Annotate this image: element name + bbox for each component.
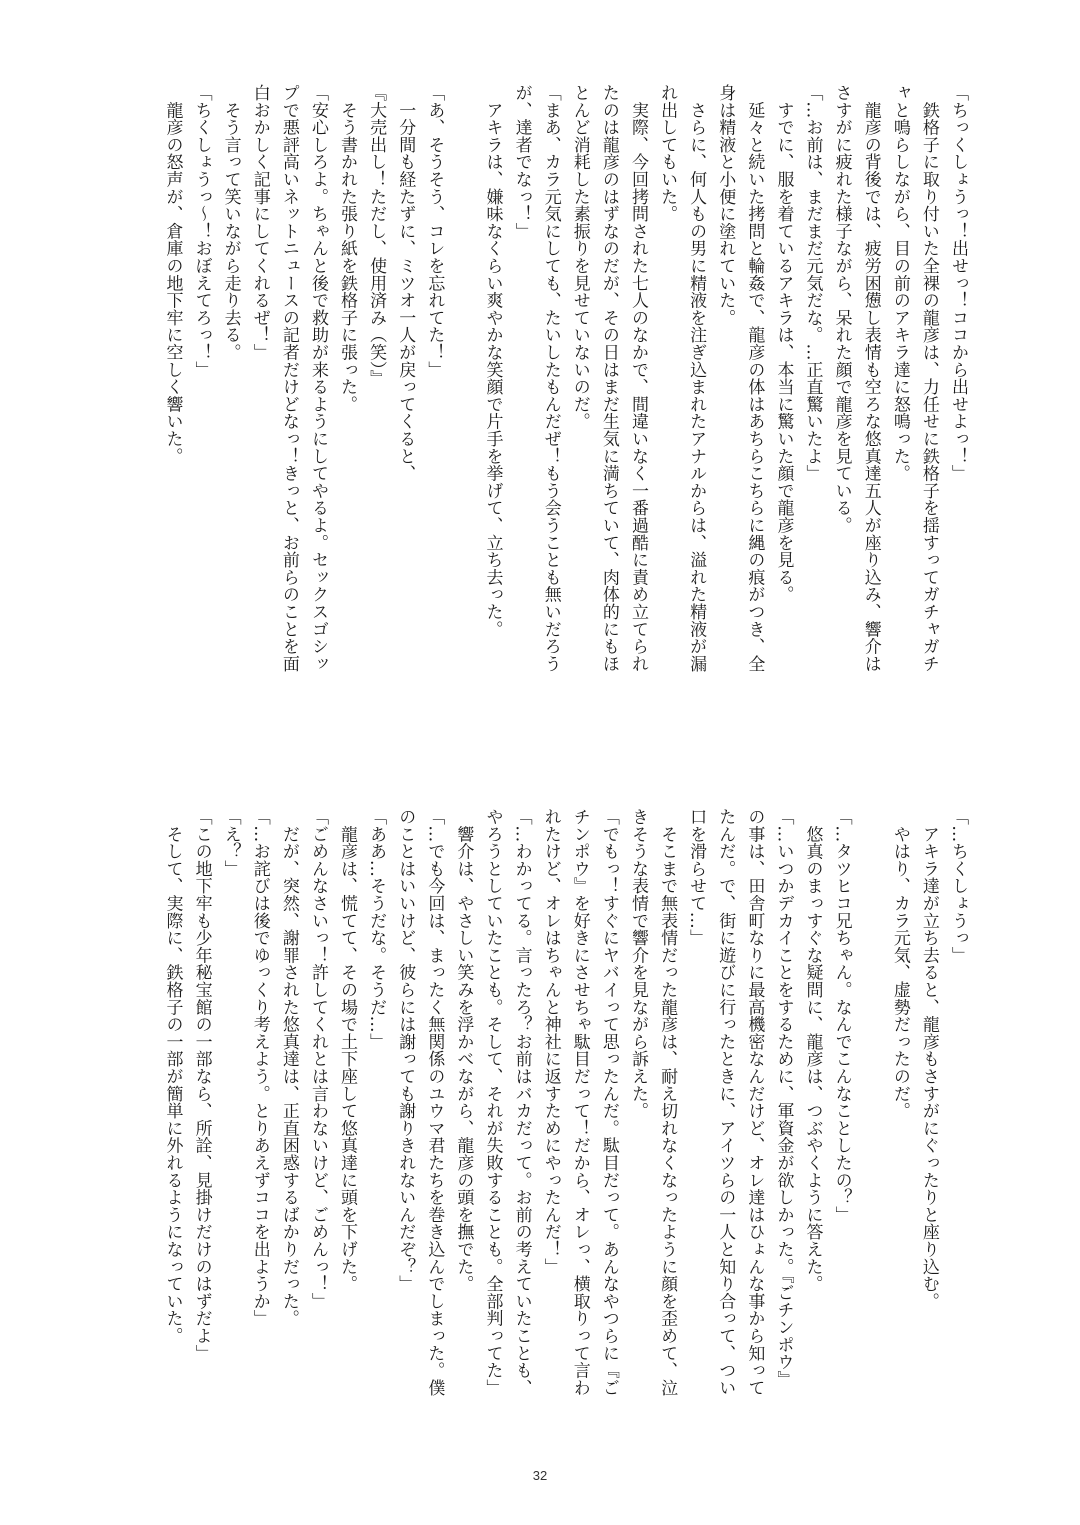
text-line: 龍彦の怒声が、倉庫の地下牢に空しく響いた。 [162,84,183,465]
text-line: さらに、何人もの男に精液を注ぎ込まれたアナルからは、溢れた精液が漏 [686,84,707,673]
text-line: 龍彦の背後では、疲労困憊し表情も空ろな悠真達五人が座り込み、響介は [860,84,881,673]
text-line: 「…わかってる。言ったろ？お前はバカだって。お前の考えていたことも、 [511,808,532,1397]
text-line: アキラは、嫌味なくらい爽やかな笑顔で片手を挙げて、立ち去った。 [482,84,503,638]
text-line: そう言って笑いながら走り去る。 [220,84,241,361]
text-line: の事は、田舎町なりに最高機密なんだけど、オレ達はひょんな事から知って [744,808,765,1397]
text-line: きそうな表情で響介を見ながら訴えた。 [627,808,648,1120]
text-line: そして、実際に、鉄格子の一部が簡単に外れるようになっていた。 [162,808,183,1345]
text-line: 「…いつかデカイことをするために、軍資金が欲しかった。『ごチンポウ』 [773,808,794,1388]
text-line: だが、突然、謝罪された悠真達は、正直困惑するばかりだった。 [278,808,299,1327]
text-line: ャと鳴らしながら、目の前のアキラ達に怒鳴った。 [889,84,910,482]
text-line [448,84,477,704]
text-line: 響介は、やさしい笑みを浮かべながら、龍彦の頭を撫でた。 [453,808,474,1293]
text-line: 実際、今回拷問された七人のなかで、間違いなく一番過酷に責め立てられ [627,84,648,673]
text-line: プで悪評高いネットニュースの記者だけどなっ！きっと、お前らのことを面 [278,84,299,673]
text-line: 口を滑らせて…」 [686,808,707,947]
text-line: 「…タツヒコ兄ちゃん。なんでこんなことしたの？」 [831,808,852,1224]
text-block-top [157,84,972,704]
text-line: 鉄格子に取り付いた全裸の龍彦は、力任せに鉄格子を揺すってガチャガチ [918,84,939,673]
text-line: 「この地下牢も少年秘宝館の一部なら、所詮、見掛けだけのはずだよ」 [191,808,212,1362]
text-line: 『大売出し！ただし、使用済み（笑）』 [366,84,387,387]
text-line: 一分間も経たずに、ミツオ一人が戻ってくると、 [395,84,416,482]
text-line: とんど消耗した素振りを見せていないのだ。 [569,84,590,430]
text-line: たんだ。で、街に遊びに行ったときに、アイツらの一人と知り合って、つい [715,808,736,1397]
text-line: たのは龍彦のはずなのだが、その日はまだ生気に満ちていて、肉体的にもほ [598,84,619,673]
text-line: 白おかしく記事にしてくれるぜ！」 [249,84,270,361]
text-line: れ出してもいた。 [657,84,678,223]
text-line: やはり、カラ元気、虚勢だったのだ。 [889,808,910,1120]
text-line: 「ちっくしょうっ！出せっ！ココから出せよっ！」 [948,84,968,482]
text-line: 「まあ、カラ元気にしても、たいしたもんだぜ！もう会うことも無いだろう [540,84,561,673]
text-line: さすがに疲れた様子ながら、呆れた顔で龍彦を見ている。 [831,84,852,534]
text-line: 「ごめんなさいっ！許してくれとは言わないけど、ごめんっ！」 [307,808,328,1310]
text-line: 龍彦は、慌てて、その場で土下座して悠真達に頭を下げた。 [337,808,358,1293]
text-line: 「ああ…そうだな。そうだ…」 [366,808,387,1051]
text-line: すでに、服を着ているアキラは、本当に驚いた顔で龍彦を見る。 [773,84,794,603]
text-line: 「でもっ！すぐにヤバイって思ったんだ。駄目だって。あんなやつらに『ご [598,808,619,1397]
text-line: 延々と続いた拷問と輪姦で、龍彦の体はあちらこちらに縄の痕がつき、全 [744,84,765,673]
text-line: れたけど、オレはちゃんと神社に返すためにやったんだ！」 [540,808,561,1276]
text-line: 「ちくしょうっ〜！おぼえてろっ！」 [191,84,212,379]
text-line: 「…でも今回は、まったく無関係のユウマ君たちを巻き込んでしまった。僕 [424,808,445,1397]
text-line: が、達者でなっ！」 [511,84,532,240]
text-line: のことはいいけど、彼らには謝っても謝りきれないんだぞ？」 [395,808,416,1293]
text-block-bottom [157,808,972,1428]
text-line: チンポウ』を好きにさせちゃ駄目だって！だから、オレっ、横取りって言わ [569,808,590,1397]
text-line: 「…お前は、まだまだ元気だな。…正直驚いたよ」 [802,84,823,482]
text-line: そこまで無表情だった龍彦は、耐え切れなくなったように顔を歪めて、泣 [657,808,678,1397]
text-line: 「…ちくしょうっ」 [948,808,968,964]
text-line [856,808,885,1428]
text-line: 身は精液と小便に塗れていた。 [715,84,736,327]
text-line: 「安心しろよ。ちゃんと後で救助が来るようにしてやるよ。セックスゴシッ [307,84,328,673]
page-number: 32 [532,1468,548,1483]
text-line: 悠真のまっすぐな疑問に、龍彦は、つぶやくように答えた。 [802,808,823,1293]
text-line: やろうとしていたことも。そして、それが失敗することも。全部判ってた」 [482,808,503,1397]
text-line: アキラ達が立ち去ると、龍彦もさすがにぐったりと座り込む。 [918,808,939,1310]
text-line: 「…お詫びは後でゆっくり考えよう。とりあえずココを出ようか」 [249,808,270,1327]
text-line: そう書かれた張り紙を鉄格子に張った。 [337,84,358,413]
text-line: 「え？」 [220,808,241,878]
text-line: 「あ、そうそう、コレを忘れてた！」 [424,84,445,379]
